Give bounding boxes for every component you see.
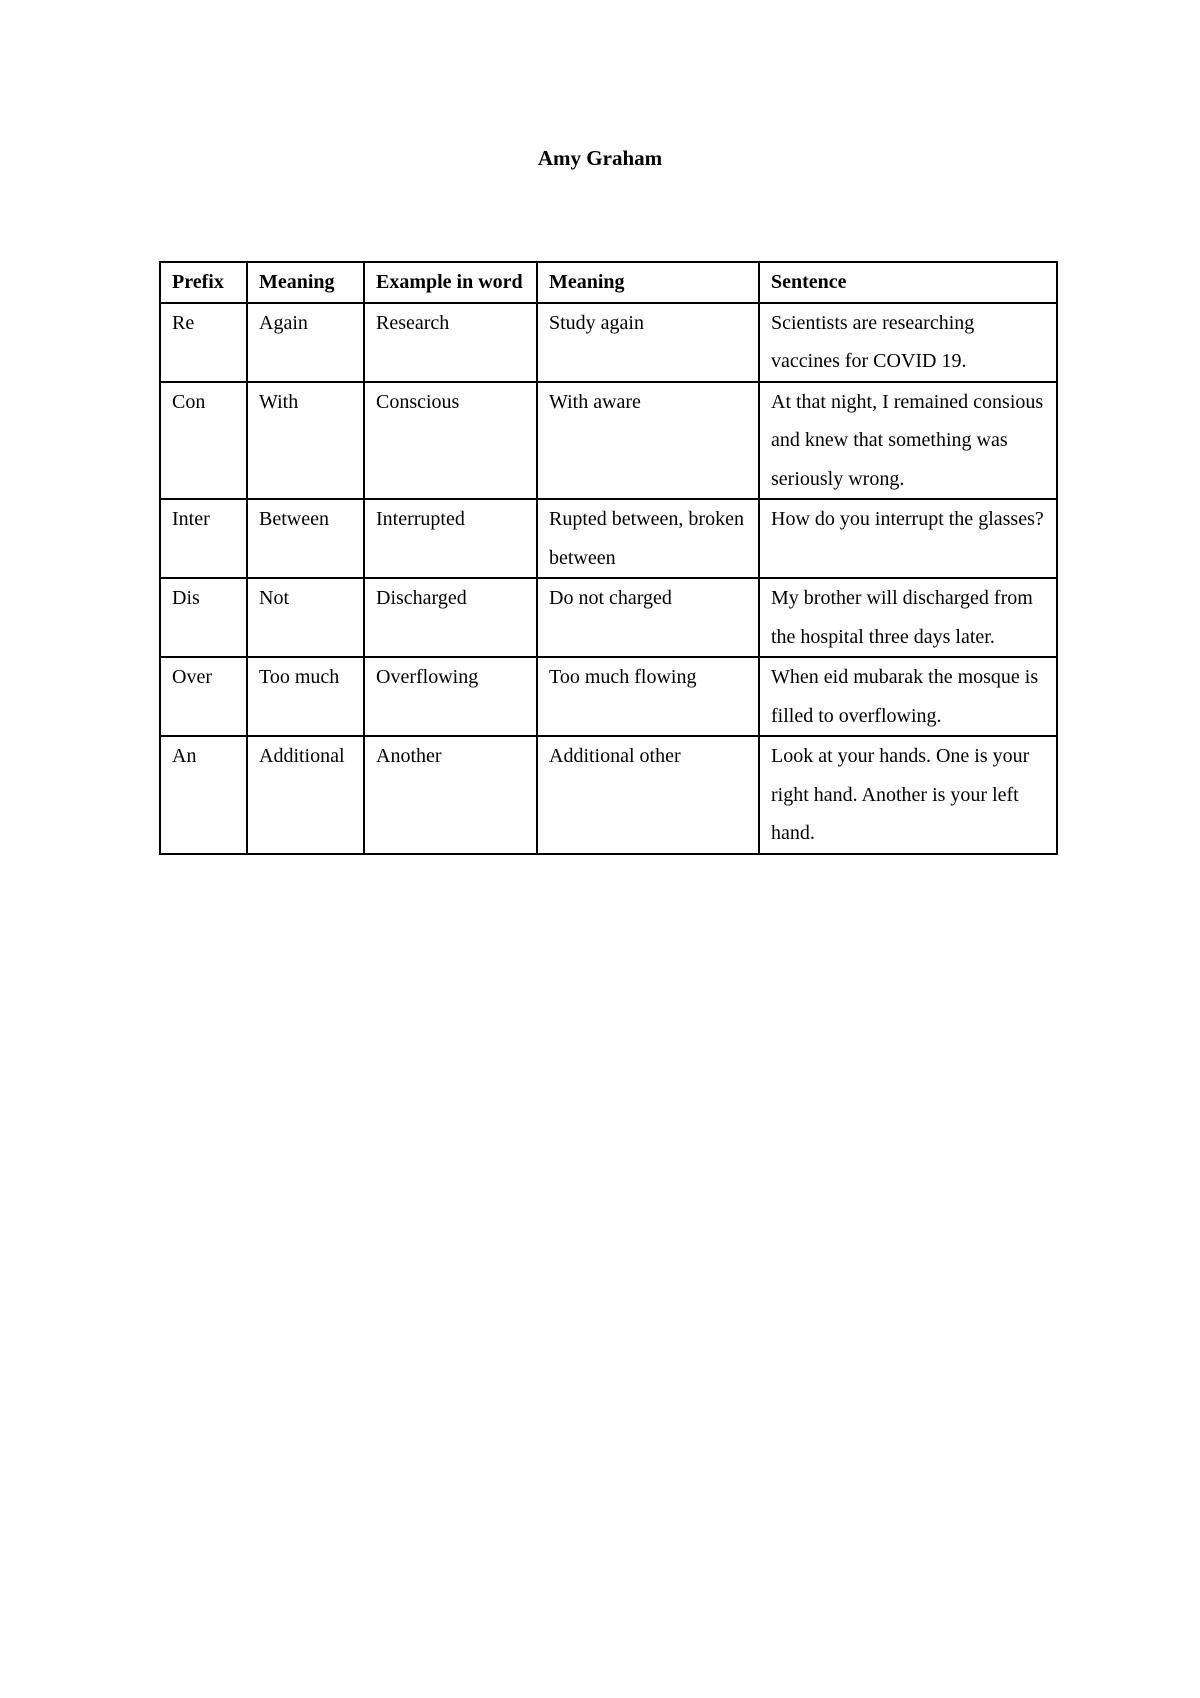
cell-prefix: Re [160,303,247,382]
cell-sentence: When eid mubarak the mosque is filled to overflowing. [759,657,1057,736]
table-row [160,657,1057,736]
header-prefix: Prefix [160,262,247,303]
cell-prefix: An [160,736,247,854]
cell-example-word: Discharged [364,578,537,657]
cell-meaning: Additional [247,736,364,854]
cell-example-word: Another [364,736,537,854]
cell-sentence: My brother will discharged from the hospital three days later. [759,578,1057,657]
cell-meaning: Not [247,578,364,657]
cell-sentence: Look at your hands. One is your right hand. Another is your left hand. [759,736,1057,854]
cell-example-word: Overflowing [364,657,537,736]
cell-sentence: How do you interrupt the glasses? [759,499,1057,578]
header-example-in-word: Example in word [364,262,537,303]
table-row [160,382,1057,500]
cell-example-meaning: With aware [537,382,759,500]
header-meaning: Meaning [247,262,364,303]
header-sentence: Sentence [759,262,1057,303]
cell-example-word: Research [364,303,537,382]
cell-prefix: Con [160,382,247,500]
cell-example-meaning: Do not charged [537,578,759,657]
table-row [160,303,1057,382]
prefix-table [159,261,1058,855]
table-row [160,736,1057,854]
cell-meaning: Again [247,303,364,382]
cell-meaning: Between [247,499,364,578]
cell-sentence: At that night, I remained consious and knew that something was seriously wrong. [759,382,1057,500]
cell-prefix: Dis [160,578,247,657]
cell-example-word: Conscious [364,382,537,500]
cell-meaning: With [247,382,364,500]
cell-example-word: Interrupted [364,499,537,578]
cell-example-meaning: Additional other [537,736,759,854]
cell-meaning: Too much [247,657,364,736]
cell-example-meaning: Study again [537,303,759,382]
cell-prefix: Inter [160,499,247,578]
table-header-row [160,262,1057,303]
page-title: Amy Graham [537,146,663,170]
cell-example-meaning: Rupted between, broken between [537,499,759,578]
cell-example-meaning: Too much flowing [537,657,759,736]
cell-prefix: Over [160,657,247,736]
cell-sentence: Scientists are researching vaccines for COVID 19. [759,303,1057,382]
table-row [160,499,1057,578]
header-example-meaning: Meaning [537,262,759,303]
table-row [160,578,1057,657]
